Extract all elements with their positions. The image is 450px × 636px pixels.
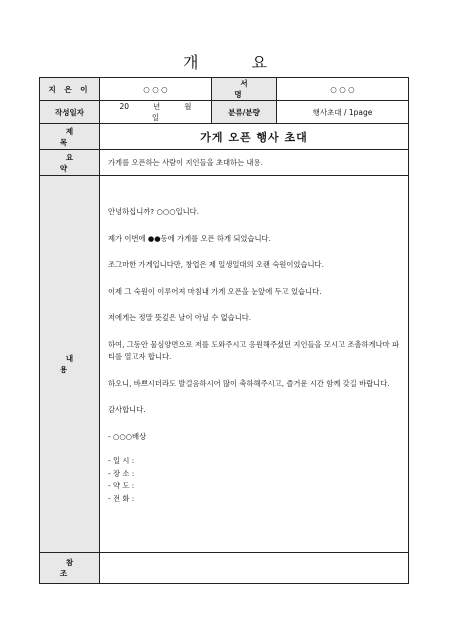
category-label: 분류/분량 <box>212 101 277 124</box>
content-paragraph: 하오니, 바쁘시더라도 발걸음하시어 많이 축하해주시고, 즐거운 시간 함께 갖길 바랍니다. <box>108 378 390 388</box>
content-paragraph: 안녕하십니까? ○○○입니다. <box>108 207 200 216</box>
summary-value[interactable]: 가게를 오픈하는 사람이 지인들을 초대하는 내용. <box>100 150 409 176</box>
content-paragraph: 하여, 그동안 물심양면으로 저를 도와주시고 응원해주셨던 지인들을 모시고 조촐하게나마 파티를 열고자 합니다. <box>108 339 400 361</box>
date-value[interactable] <box>100 101 212 124</box>
signature-value[interactable]: ○ ○ ○ <box>277 78 409 101</box>
reference-label: 참 조 <box>40 553 100 584</box>
date-month-unit: 월 <box>184 102 192 111</box>
date-year: 20 <box>119 102 130 111</box>
content-paragraph: 감사합니다. <box>108 405 146 414</box>
content-body[interactable] <box>100 176 409 553</box>
author-label: 지 은 이 <box>40 78 100 101</box>
reference-value[interactable] <box>100 553 409 584</box>
detail-datetime: - 일 시 : <box>108 456 135 465</box>
summary-label: 요 약 <box>40 150 100 176</box>
document-title: 개 요 <box>183 53 291 72</box>
subject-label: 제 목 <box>40 124 100 150</box>
detail-place: - 장 소 : <box>108 468 135 478</box>
content-paragraph: 제가 이번에 ●●동에 가게를 오픈 하게 되었습니다. <box>108 233 271 243</box>
content-paragraph: 저에게는 정말 뜻깊은 날이 아닐 수 없습니다. <box>108 313 252 322</box>
category-value[interactable]: 행사초대 / 1page <box>277 101 409 124</box>
content-paragraph: 조그마한 가게입니다만, 창업은 제 일생일대의 오랜 숙원이었습니다. <box>108 260 324 269</box>
author-value[interactable]: ○ ○ ○ <box>100 78 212 101</box>
date-year-unit: 년 <box>153 102 161 111</box>
detail-map: - 약 도 : <box>108 481 135 490</box>
detail-phone: - 전 화 : <box>108 493 135 503</box>
content-signoff: - ○○○배상 <box>108 431 147 441</box>
date-label: 작성일자 <box>40 101 100 124</box>
date-day-unit: 일 <box>151 113 160 122</box>
subject-value[interactable]: 가게 오픈 행사 초대 <box>100 124 409 150</box>
document-form <box>39 77 409 584</box>
content-label: 내 용 <box>40 176 100 553</box>
content-paragraph: 이제 그 숙원이 이루어져 마침내 가게 오픈을 눈앞에 두고 있습니다. <box>108 286 322 296</box>
signature-label: 서 명 <box>212 78 277 101</box>
